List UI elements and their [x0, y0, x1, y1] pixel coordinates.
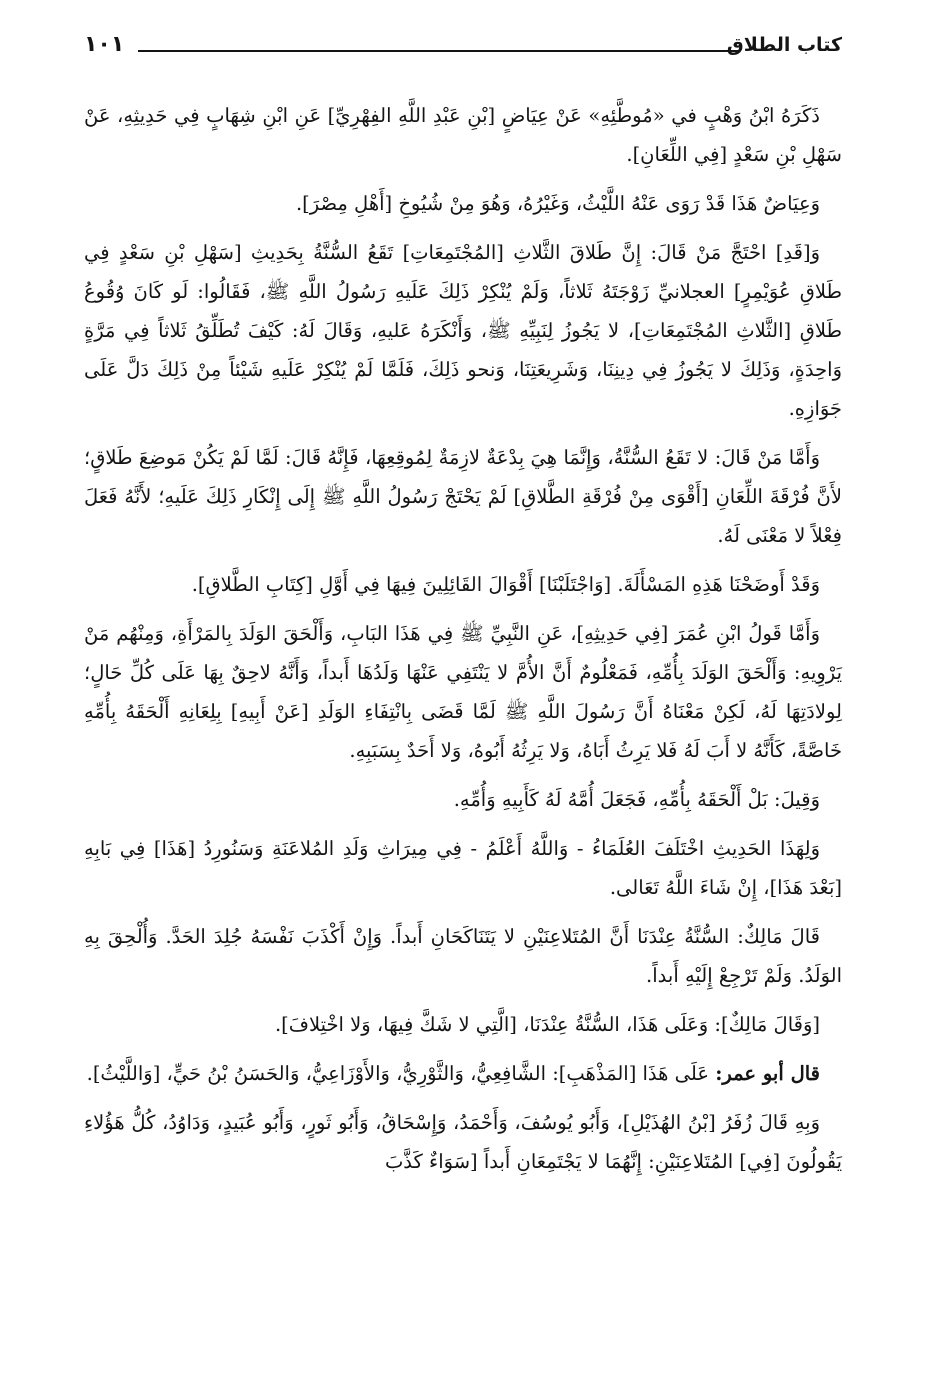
paragraph: وَقَدْ أَوضَحْنَا هَذِهِ المَسْأَلَةَ. [وَاجْتَلَبْنَا] أَقْوَالَ القَائِلِينَ فِيهَا فِي أَوَّلِ [كِتَابِ الطَّلاقِ].	[191, 573, 820, 596]
paragraph: وَعِيَاضٌ هَذَا قَدْ رَوَى عَنْهُ اللَّيْثُ، وَغَيْرُهُ، وَهُوَ مِنْ شُيُوخِ [أَهْلِ مِصْرَ].	[295, 192, 820, 215]
paragraph: [وَقَالَ مَالِكٌ]: وَعَلَى هَذَا، السُّنَّةُ عِنْدَنَا، [الَّتِي لا شَكَّ فِيهَا، وَلا اخْتِلافَ].	[274, 1013, 820, 1036]
paragraph: ذَكَرَهُ ابْنُ وَهْبٍ في «مُوطَّئِهِ» عَنْ عِيَاضٍ [بْنِ عَبْدِ اللَّهِ الفِهْرِيِّ] عَنِ ابْنِ شِهَابٍ فِي حَدِيثِهِ، عَنْ سَهْلِ بْنِ سَعْدٍ [فِي اللِّعَانِ].	[84, 104, 842, 166]
paragraph: وَلِهَذَا الحَدِيثِ اخْتَلَفَ العُلَمَاءُ - وَاللَّهُ أَعْلَمُ - فِي مِيرَاثِ وَلَدِ المُلاعَنَةِ وَسَنُورِدُ [هَذَا] فِي بَابِهِ [بَعْدَ هَذَا]، إِنْ شَاءَ اللَّهُ تَعَالى.	[84, 837, 842, 899]
chapter-title: كتاب الطلاق	[726, 34, 842, 56]
speaker-lead: قال أبو عمر:	[715, 1062, 820, 1085]
page-header	[84, 30, 842, 60]
paragraph: وَ[قَدِ] احْتَجَّ مَنْ قَالَ: إِنَّ طَلاقَ الثَّلاثِ [المُجْتَمِعَاتِ] تَقَعُ السُّنَّةُ بِحَدِيثِ [سَهْلِ بْنِ سَعْدٍ فِي طَلاقِ عُوَيْمِرٍ] العجلانيِّ زَوْجَتَهُ ثَلاثاً، وَلَمْ يُنْكِرْ ذَلِكَ عَلَيهِ رَسُولُ اللَّهِ ﷺ، فَقَالُوا: لَو كَانَ وُقُوعُ طَلاقِ [الثَّلاثِ المُجْتَمِعَاتِ]، لا يَجُوزُ لِنَبِيِّهِ ﷺ، وَأَنْكَرَهُ عَليهِ، وَقَالَ لَهُ: كَيْفَ تُطَلِّقُ ثَلاثاً فِي مَرَّةٍ وَاحِدَةٍ، وَذَلِكَ لا يَجُوزُ فِي دِينِنَا، وَشَرِيعَتِنَا، وَنحو ذَلِكَ، فَلَمَّا لَمْ يُنْكِرْ عَلَيهِ شَيْئاً مِنْ ذَلِكَ دَلَّ عَلَى جَوَازِهِ.	[84, 241, 842, 420]
page-body	[84, 96, 842, 1191]
paragraph: وَقِيلَ: بَلْ أَلْحَقَهُ بِأُمِّهِ، فَجَعَلَ أُمَّهُ لَهُ كَأَبِيهِ وَأُمِّهِ.	[453, 788, 820, 811]
paragraph: وَأَمَّا مَنْ قَالَ: لا تَقَعُ السُّنَّةُ، وَإِنَّمَا هِيَ بِدْعَةٌ لازِمَةٌ لِمُوقِعِهَا، فَإِنَّهُ قَالَ: لَمَّا لَمْ يَكُنْ مَوضِعَ طَلاقٍ؛ لأَنَّ فُرْقَةَ اللِّعَانِ [أَقْوَى مِنْ فُرْقَةِ الطَّلاقِ] لَمْ يَحْتَجْ رَسُولُ اللَّهِ ﷺ إِلَى إِنْكَارِ ذَلِكَ عَلَيهِ؛ لأَنَّهُ فَعَلَ فِعْلاً لا مَعْنَى لَهُ.	[84, 446, 842, 547]
paragraph: وَأَمَّا قَولُ ابْنِ عُمَرَ [فِي حَدِيثِهِ]، عَنِ النَّبِيِّ ﷺ فِي هَذَا البَابِ، وَأَلْحَقَ الوَلَدَ بِالمَرْأَةِ، وَمِنْهُم مَنْ يَرْوِيهِ: وَأَلْحَقَ الوَلَدَ بِأُمِّهِ، فَمَعْلُومٌ أَنَّ الأُمَّ لا يَنْتَفِي عَنْهَا وَلَدُهَا أَبداً، وَأَنَّهُ لاحِقٌ بِهَا عَلَى كُلِّ حَالٍ؛ لِولادَتِهَا لَهُ، لَكِنْ مَعْنَاهُ أَنَّ رَسُولَ اللَّهِ ﷺ لَمَّا قَضَى بِانْتِفَاءِ الوَلَدِ [عَنْ أَبِيهِ] بِلِعَانِهِ أَلْحَقَهُ بِأُمِّهِ خَاصَّةً، كَأَنَّهُ لا أَبَ لَهُ فَلا يَرِثُ أَبَاهُ، وَلا يَرِثُهُ أَبُوهُ، وَلا أَحَدٌ بِسَبَبِهِ.	[84, 622, 842, 762]
paragraph: وَبِهِ قَالَ زُفَرُ [بْنُ الهُذَيْلِ]، وَأَبُو يُوسُفَ، وَأَحْمَدُ، وَإِسْحَاقُ، وَأَبُو ثَورٍ، وَأَبُو عُبَيدٍ، وَدَاوُدُ، كُلُّ هَؤُلاءِ يَقُولُونَ [فِي] المُتَلاعِنَيْنِ: إِنَّهُمَا لا يَجْتَمِعَانِ أَبداً [سَوَاءٌ كَذَّبَ	[84, 1111, 842, 1173]
paragraph	[84, 1054, 842, 1093]
paragraph: قَالَ مَالِكٌ: السُّنَّةُ عِنْدَنَا أَنَّ المُتَلاعِنَيْنِ لا يَتَنَاكَحَانِ أَبداً. وَإِنْ أَكْذَبَ نَفْسَهُ جُلِدَ الحَدَّ. وَأُلْحِقَ بِهِ الوَلَدُ. وَلَمْ تَرْجِعْ إِلَيْهِ أَبداً.	[84, 925, 842, 987]
header-rule	[138, 50, 738, 52]
paragraph-text: عَلَى هَذَا [المَذْهَبِ]: الشَّافِعِيُّ، وَالثَّوْرِيُّ، وَالأَوْزَاعِيُّ، وَالحَسَنُ بْنُ حَيٍّ، [وَاللَّيْثُ].	[86, 1062, 716, 1085]
page-number: ١٠١	[84, 32, 125, 57]
